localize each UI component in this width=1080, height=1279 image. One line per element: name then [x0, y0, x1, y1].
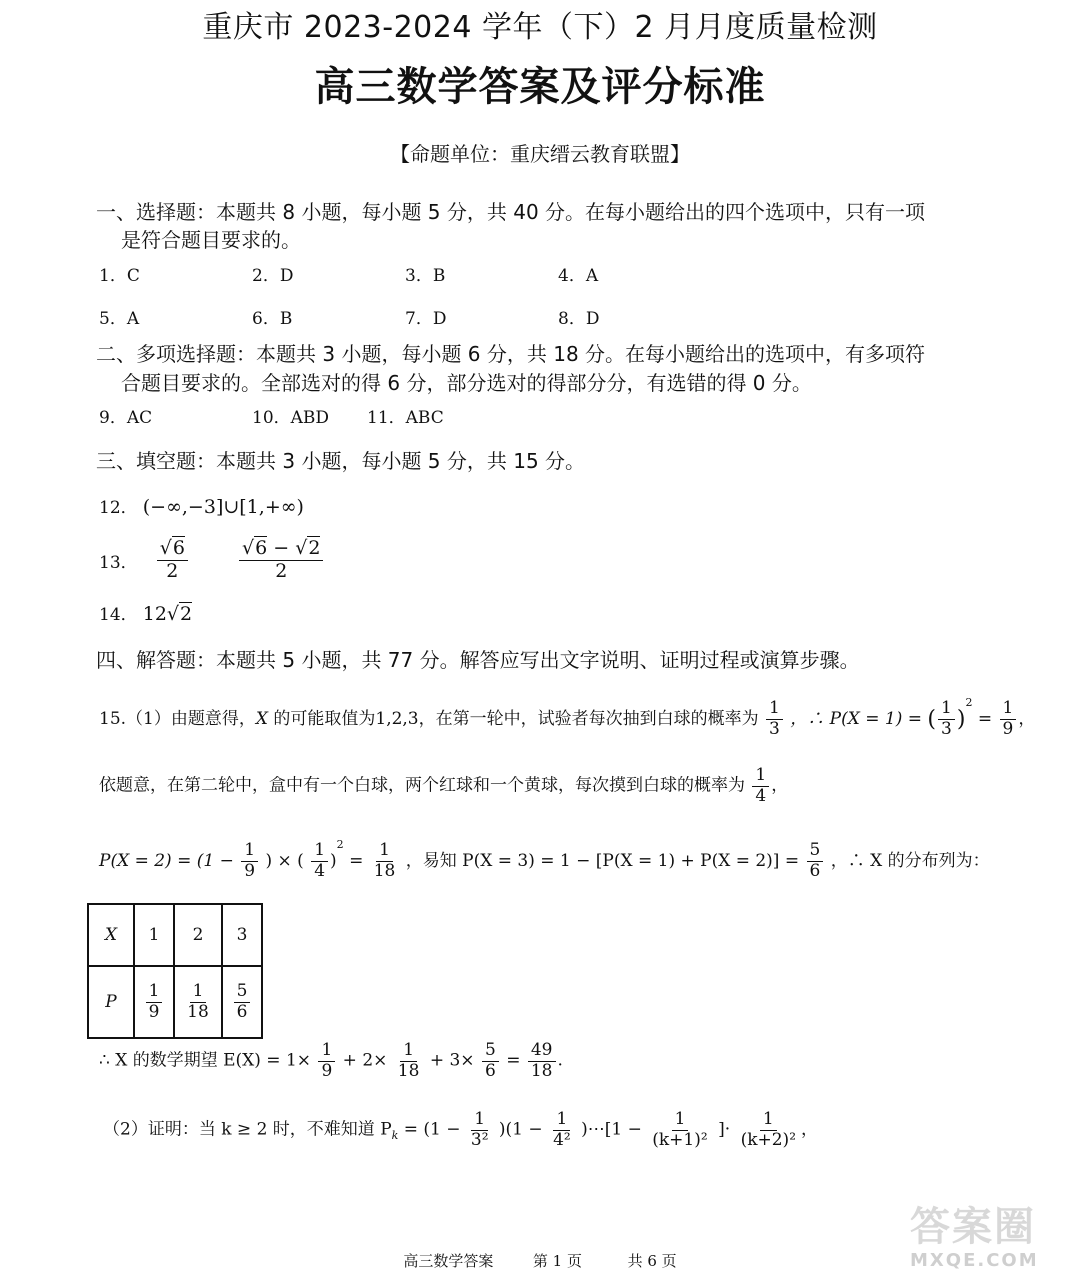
fill-answer-12 — [99, 493, 304, 518]
page-title: 高三数学答案及评分标准 — [314, 64, 766, 110]
solution-line: P(X = 2) = (1 − $\frac{1}{9}$ ) × ( $\frac{1}{4}$ )$^2$ = $\frac{1}{18}$ ，易知 P(X = 3) = 1 − [P(X = 1) + P(X = 2)] = $\frac{5}{6}$ ，∴ X 的分布列为： — [99, 838, 990, 881]
section-2-heading-cont: 合题目要求的。全部选对的得 6 分，部分选对的得部分分，有选错的得 0 分。 — [121, 371, 812, 395]
distribution-table — [87, 903, 263, 1039]
answer-item: 10．ABD — [252, 408, 330, 428]
fraction: $\frac{1}{18}$ — [373, 840, 396, 881]
answer-item: 1．C — [99, 266, 140, 286]
radical-answer: 12√2 — [142, 603, 193, 625]
fraction: $\frac{49}{18}$ — [528, 1041, 556, 1081]
fraction: $\frac{1}{18}$ — [397, 1040, 420, 1081]
fraction: $\frac{1}{4}$ — [311, 841, 328, 881]
answer-item: 8．D — [558, 309, 600, 329]
fraction: $\frac{1}{\text{3²}}$ — [470, 1109, 489, 1150]
table-cell: X — [88, 904, 134, 966]
table-cell: 3 — [222, 904, 262, 966]
fraction: $\frac{5}{6}$ — [807, 841, 824, 881]
exam-header-title: 重庆市 2023-2024 学年（下）2 月月度质量检测 — [202, 10, 878, 45]
section-3-heading: 三、填空题：本题共 3 小题，每小题 5 分，共 15 分。 — [96, 449, 586, 473]
answer-item: 6．B — [252, 309, 293, 329]
answer-item: 9．AC — [99, 408, 153, 428]
fraction: $\frac{5}{6}$ — [482, 1041, 499, 1081]
authoring-unit: 【命题单位：重庆缙云教育联盟】 — [390, 142, 690, 166]
fraction: $\frac{√6 - √2}{2}$ — [239, 538, 323, 583]
question-number: 14． — [99, 605, 138, 625]
fraction: $\frac{1}{\text{4²}}$ — [553, 1109, 571, 1150]
fraction: $\frac{1}{9}$ — [241, 841, 258, 881]
solution-line: ∴ X 的数学期望 E(X) = 1× $\frac{1}{9}$ + 2× $\frac{1}{18}$ + 3× $\frac{5}{6}$ = $\frac{49}{18}$ . — [99, 1040, 563, 1081]
table-cell: 1 — [134, 904, 174, 966]
solution-line: 15.（1）由题意得，X 的可能取值为1,2,3，在第一轮中，试验者每次抽到白球的概率为 $\frac{1}{3}$ ，∴ P(X = 1) = ( $\frac{1}{3}$ )$^2$ = $\frac{1}{9}$ ， — [99, 696, 1036, 739]
answer-item: 11．ABC — [367, 408, 444, 428]
fraction: $\frac{1}{3}$ — [766, 699, 783, 739]
table-row — [88, 904, 262, 966]
table-cell: 2 — [174, 904, 222, 966]
solution-line: 依题意，在第二轮中，盒中有一个白球，两个红球和一个黄球，每次摸到白球的概率为 $\frac{1}{4}$ ， — [99, 765, 789, 806]
section-4-heading: 四、解答题：本题共 5 小题，共 77 分。解答应写出文字说明、证明过程或演算步骤。 — [96, 648, 860, 672]
table-cell: $\frac{1}{9}$ — [134, 966, 174, 1038]
question-number: 12． — [99, 498, 138, 518]
table-cell: P — [88, 966, 134, 1038]
section-1-heading: 一、选择题：本题共 8 小题，每小题 5 分，共 40 分。在每小题给出的四个选项中，只有一项 — [96, 200, 926, 224]
fraction: $\frac{1}{9}$ — [1000, 699, 1017, 739]
fraction: $\frac{1}{9}$ — [318, 1041, 335, 1081]
page-footer: 高三数学答案 第 1 页 共 6 页 — [403, 1252, 677, 1270]
answer-item: 5．A — [99, 309, 140, 329]
fraction: $\frac{1}{3}$ — [938, 699, 955, 739]
answer-item: 3．B — [405, 266, 446, 286]
solution-line: （2）证明：当 k ≥ 2 时，不难知道 $P_k = (1$ − $\frac{1}{\text{3²}}$ )(1 − $\frac{1}{\text{4²}}$ )⋯[1 − $\frac{1}{\text{(k+1)²}}$ ]· $\frac{1}{\text{(k+2)²}}$ ， — [103, 1109, 819, 1150]
table-row — [88, 966, 262, 1038]
fraction: $\frac{1}{\text{(k+1)²}}$ — [652, 1109, 708, 1150]
fill-answer-14 — [99, 600, 192, 625]
page-number: 第 1 页 — [532, 1252, 582, 1270]
fraction: $\frac{1}{4}$ — [752, 766, 769, 806]
section-1-heading-cont: 是符合题目要求的。 — [121, 228, 301, 252]
answer-item: 4．A — [558, 266, 599, 286]
interval-answer: (−∞,−3]∪[1,+∞) — [142, 496, 304, 518]
section-2-heading: 二、多项选择题：本题共 3 小题，每小题 6 分，共 18 分。在每小题给出的选项中，有多项符 — [96, 342, 926, 366]
fill-answer-13 — [99, 538, 325, 583]
answer-item: 2．D — [252, 266, 294, 286]
watermark-logo: 答案圈 MXQE.COM — [910, 1204, 1039, 1271]
table-cell: $\frac{5}{6}$ — [222, 966, 262, 1038]
table-cell: $\frac{1}{18}$ — [174, 966, 222, 1038]
fraction: $\frac{√6}{2}$ — [157, 538, 188, 583]
fraction: $\frac{1}{\text{(k+2)²}}$ — [740, 1109, 797, 1150]
answer-item: 7．D — [405, 309, 447, 329]
question-number: 13． — [99, 552, 138, 573]
page-count: 共 6 页 — [627, 1252, 677, 1270]
